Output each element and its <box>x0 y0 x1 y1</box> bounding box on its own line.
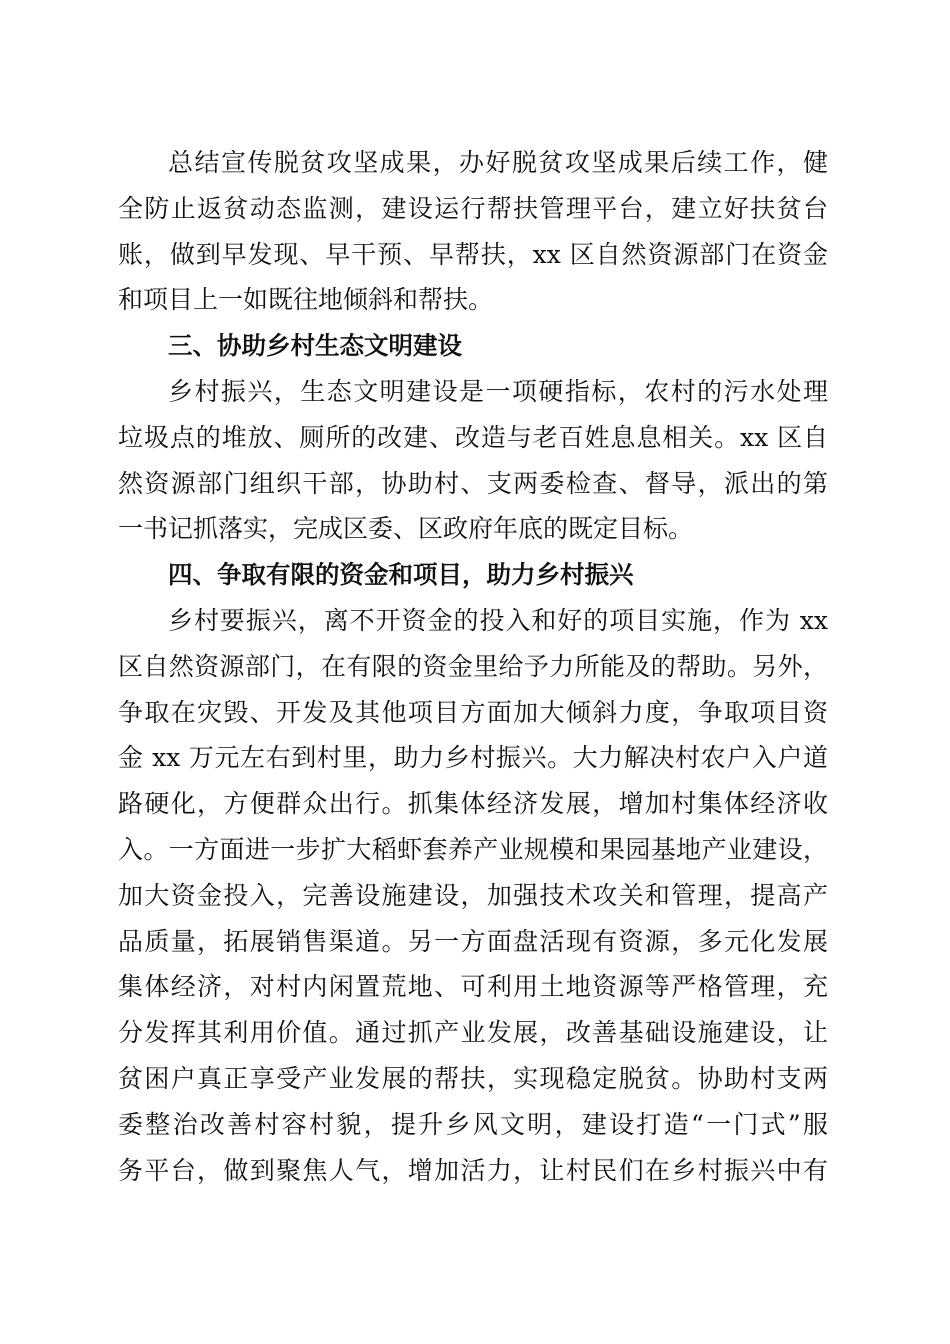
paragraph-line: 区自然资源部门，在有限的资金里给予力所能及的帮助。另外， <box>118 651 828 681</box>
paragraph-line: 品质量，拓展销售渠道。另一方面盘活现有资源，多元化发展 <box>118 926 828 956</box>
paragraph-line: 乡村振兴，生态文明建设是一项硬指标，农村的污水处理 <box>168 376 828 406</box>
paragraph-line: 总结宣传脱贫攻坚成果，办好脱贫攻坚成果后续工作，健 <box>168 148 828 177</box>
paragraph-line: 分发挥其利用价值。通过抓产业发展，改善基础设施建设，让 <box>118 1018 828 1048</box>
paragraph-line: 账，做到早发现、早干预、早帮扶，xx 区自然资源部门在资金 <box>118 239 828 269</box>
paragraph-line: 金 xx 万元左右到村里，助力乡村振兴。大力解决村农户入户道 <box>118 743 828 773</box>
paragraph-ecological-civilization <box>118 369 828 552</box>
paragraph-line: 和项目上一如既往地倾斜和帮扶。 <box>118 285 494 315</box>
paragraph-line: 全防止返贫动态监测，建设运行帮扶管理平台，建立好扶贫台 <box>118 193 828 223</box>
paragraph-line: 集体经济，对村内闲置荒地、可利用土地资源等严格管理，充 <box>118 972 828 1002</box>
section-heading-four: 四、争取有限的资金和项目，助力乡村振兴 <box>168 560 634 590</box>
paragraph-line: 入。一方面进一步扩大稻虾套养产业规模和果园基地产业建设， <box>118 834 828 864</box>
paragraph-line: 路硬化，方便群众出行。抓集体经济发展，增加村集体经济收 <box>118 789 828 819</box>
paragraph-results-consolidation <box>118 140 828 323</box>
paragraph-funds-and-projects <box>118 598 828 1193</box>
paragraph-line: 委整治改善村容村貌，提升乡风文明，建设打造“一门式”服 <box>118 1109 828 1139</box>
paragraph-line: 垃圾点的堆放、厕所的改建、改造与老百姓息息相关。xx 区自 <box>118 422 828 452</box>
document-body <box>118 140 828 1193</box>
paragraph-line: 一书记抓落实，完成区委、区政府年底的既定目标。 <box>118 514 694 544</box>
section-heading-three: 三、协助乡村生态文明建设 <box>168 331 462 361</box>
paragraph-line: 乡村要振兴，离不开资金的投入和好的项目实施，作为 xx <box>168 605 828 635</box>
paragraph-line: 贫困户真正享受产业发展的帮扶，实现稳定脱贫。协助村支两 <box>118 1063 828 1093</box>
paragraph-line: 争取在灾毁、开发及其他项目方面加大倾斜力度，争取项目资 <box>118 697 828 727</box>
paragraph-line: 加大资金投入，完善设施建设，加强技术攻关和管理，提高产 <box>118 880 828 910</box>
paragraph-line: 然资源部门组织干部，协助村、支两委检查、督导，派出的第 <box>118 468 828 498</box>
paragraph-line: 务平台，做到聚焦人气，增加活力，让村民们在乡村振兴中有 <box>118 1155 828 1185</box>
